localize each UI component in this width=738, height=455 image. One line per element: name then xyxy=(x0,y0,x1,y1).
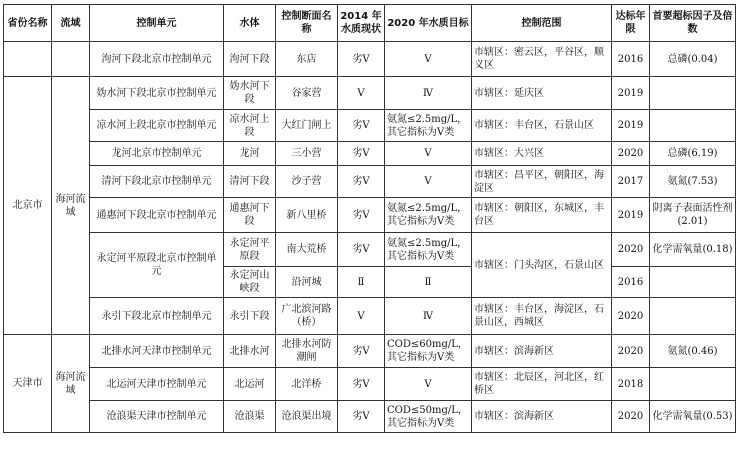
target-2020-cell: COD≤50mg/L，其它指标为Ⅴ类 xyxy=(385,401,472,433)
factor-cell: 化学需氧量(0.53) xyxy=(650,401,736,433)
header-target-year: 达标年限 xyxy=(612,5,650,42)
table-row xyxy=(4,335,736,368)
year-cell: 2019 xyxy=(612,77,650,110)
table-row xyxy=(4,298,736,335)
target-2020-cell: Ⅴ xyxy=(385,166,472,198)
factor-cell: 总磷(0.04) xyxy=(650,42,736,77)
province-cell-empty xyxy=(4,42,52,77)
target-2020-cell: Ⅴ xyxy=(385,368,472,401)
province-tianjin: 天津市 xyxy=(4,335,52,433)
control-unit-cell: 清河下段北京市控制单元 xyxy=(90,166,224,198)
section-cell: 北洋桥 xyxy=(276,368,338,401)
header-province: 省份名称 xyxy=(4,5,52,42)
province-beijing: 北京市 xyxy=(4,77,52,335)
control-unit-cell: 妫水河下段北京市控制单元 xyxy=(90,77,224,110)
water-quality-table xyxy=(3,4,736,433)
target-2020-cell: COD≤60mg/L，其它指标为Ⅴ类 xyxy=(385,335,472,368)
year-cell: 2020 xyxy=(612,233,650,267)
status-2014-cell: 劣Ⅴ xyxy=(338,198,385,233)
factor-cell xyxy=(650,298,736,335)
target-2020-cell: 氨氮≤2.5mg/L，其它指标为Ⅴ类 xyxy=(385,198,472,233)
water-body-cell: 沧浪渠 xyxy=(224,401,276,433)
scope-cell: 市辖区：密云区，平谷区，顺义区 xyxy=(472,42,612,77)
year-cell: 2019 xyxy=(612,110,650,142)
water-body-cell: 北排水河 xyxy=(224,335,276,368)
table-row xyxy=(4,110,736,142)
section-cell: 大红门闸上 xyxy=(276,110,338,142)
year-cell: 2017 xyxy=(612,166,650,198)
control-unit-cell: 泃河下段北京市控制单元 xyxy=(90,42,224,77)
control-unit-cell: 龙河北京市控制单元 xyxy=(90,142,224,166)
status-2014-cell: 劣Ⅴ xyxy=(338,166,385,198)
scope-cell: 市辖区：丰台区，石景山区 xyxy=(472,110,612,142)
control-unit-cell: 永引下段北京市控制单元 xyxy=(90,298,224,335)
factor-cell: 阴离子表面活性剂(2.01) xyxy=(650,198,736,233)
header-control-scope: 控制范围 xyxy=(472,5,612,42)
table-row xyxy=(4,368,736,401)
control-unit-cell: 凉水河上段北京市控制单元 xyxy=(90,110,224,142)
water-body-cell: 永定河平原段 xyxy=(224,233,276,267)
target-2020-cell: Ⅳ xyxy=(385,77,472,110)
year-cell: 2016 xyxy=(612,267,650,298)
table-header-row xyxy=(4,5,736,42)
year-cell: 2019 xyxy=(612,198,650,233)
target-2020-cell: Ⅱ xyxy=(385,267,472,298)
header-basin: 流域 xyxy=(52,5,90,42)
scope-cell: 市辖区：北辰区，河北区，红桥区 xyxy=(472,368,612,401)
header-primary-factor: 首要超标因子及倍数 xyxy=(650,5,736,42)
scope-cell: 市辖区：滨海新区 xyxy=(472,401,612,433)
header-2020-target: 2020 年水质目标 xyxy=(385,5,472,42)
target-2020-cell: Ⅳ xyxy=(385,298,472,335)
scope-cell: 市辖区：门头沟区，石景山区 xyxy=(472,233,612,298)
header-2014-status: 2014 年水质现状 xyxy=(338,5,385,42)
table-row xyxy=(4,42,736,77)
basin-cell-empty xyxy=(52,42,90,77)
water-body-cell: 北运河 xyxy=(224,368,276,401)
scope-cell: 市辖区：滨海新区 xyxy=(472,335,612,368)
status-2014-cell: 劣Ⅴ xyxy=(338,42,385,77)
target-2020-cell: Ⅴ xyxy=(385,42,472,77)
scope-cell: 市辖区：丰台区，海淀区，石景山区，西城区 xyxy=(472,298,612,335)
target-2020-cell: 氨氮≤2.5mg/L，其它指标为Ⅴ类 xyxy=(385,233,472,267)
section-cell: 沙子营 xyxy=(276,166,338,198)
status-2014-cell: 劣Ⅴ xyxy=(338,368,385,401)
target-2020-cell: 氨氮≤2.5mg/L，其它指标为Ⅴ类 xyxy=(385,110,472,142)
table-row xyxy=(4,198,736,233)
header-water-body: 水体 xyxy=(224,5,276,42)
factor-cell: 氨氮(0.46) xyxy=(650,335,736,368)
section-cell: 新八里桥 xyxy=(276,198,338,233)
water-body-cell: 永引下段 xyxy=(224,298,276,335)
control-unit-cell: 沧浪渠天津市控制单元 xyxy=(90,401,224,433)
water-body-cell: 清河下段 xyxy=(224,166,276,198)
status-2014-cell: 劣Ⅴ xyxy=(338,142,385,166)
section-cell: 东店 xyxy=(276,42,338,77)
scope-cell: 市辖区：朝阳区，东城区，丰台区 xyxy=(472,198,612,233)
scope-cell: 市辖区：昌平区，朝阳区，海淀区 xyxy=(472,166,612,198)
water-body-cell: 凉水河上段 xyxy=(224,110,276,142)
scope-cell: 市辖区：延庆区 xyxy=(472,77,612,110)
status-2014-cell: 劣Ⅴ xyxy=(338,335,385,368)
factor-cell xyxy=(650,77,736,110)
status-2014-cell: Ⅴ xyxy=(338,77,385,110)
section-cell: 三小营 xyxy=(276,142,338,166)
water-body-cell: 永定河山峡段 xyxy=(224,267,276,298)
table-row xyxy=(4,233,736,267)
factor-cell xyxy=(650,368,736,401)
control-unit-cell: 通惠河下段北京市控制单元 xyxy=(90,198,224,233)
basin-beijing: 海河流域 xyxy=(52,77,90,335)
table-row xyxy=(4,401,736,433)
water-body-cell: 龙河 xyxy=(224,142,276,166)
header-control-section: 控制断面名称 xyxy=(276,5,338,42)
scope-cell: 市辖区：大兴区 xyxy=(472,142,612,166)
factor-cell: 化学需氧量(0.18) xyxy=(650,233,736,267)
status-2014-cell: 劣Ⅴ xyxy=(338,110,385,142)
control-unit-cell: 北排水河天津市控制单元 xyxy=(90,335,224,368)
year-cell: 2016 xyxy=(612,42,650,77)
target-2020-cell: Ⅴ xyxy=(385,142,472,166)
control-unit-cell: 永定河平原段北京市控制单元 xyxy=(90,233,224,298)
factor-cell xyxy=(650,110,736,142)
table-row xyxy=(4,142,736,166)
factor-cell xyxy=(650,267,736,298)
water-body-cell: 通惠河下段 xyxy=(224,198,276,233)
status-2014-cell: Ⅱ xyxy=(338,267,385,298)
year-cell: 2020 xyxy=(612,401,650,433)
header-control-unit: 控制单元 xyxy=(90,5,224,42)
control-unit-cell: 北运河天津市控制单元 xyxy=(90,368,224,401)
factor-cell: 总磷(6.19) xyxy=(650,142,736,166)
section-cell: 沿河城 xyxy=(276,267,338,298)
section-cell: 广北滨河路（桥） xyxy=(276,298,338,335)
table-row xyxy=(4,166,736,198)
status-2014-cell: 劣Ⅴ xyxy=(338,401,385,433)
year-cell: 2020 xyxy=(612,335,650,368)
section-cell: 南大荒桥 xyxy=(276,233,338,267)
year-cell: 2020 xyxy=(612,142,650,166)
status-2014-cell: 劣Ⅴ xyxy=(338,233,385,267)
section-cell: 北排水河防潮闸 xyxy=(276,335,338,368)
section-cell: 谷家营 xyxy=(276,77,338,110)
factor-cell: 氨氮(7.53) xyxy=(650,166,736,198)
year-cell: 2020 xyxy=(612,298,650,335)
table-row xyxy=(4,77,736,110)
basin-tianjin: 海河流域 xyxy=(52,335,90,433)
status-2014-cell: Ⅴ xyxy=(338,298,385,335)
section-cell: 沧浪渠出境 xyxy=(276,401,338,433)
water-body-cell: 妫水河下段 xyxy=(224,77,276,110)
water-body-cell: 泃河下段 xyxy=(224,42,276,77)
year-cell: 2018 xyxy=(612,368,650,401)
